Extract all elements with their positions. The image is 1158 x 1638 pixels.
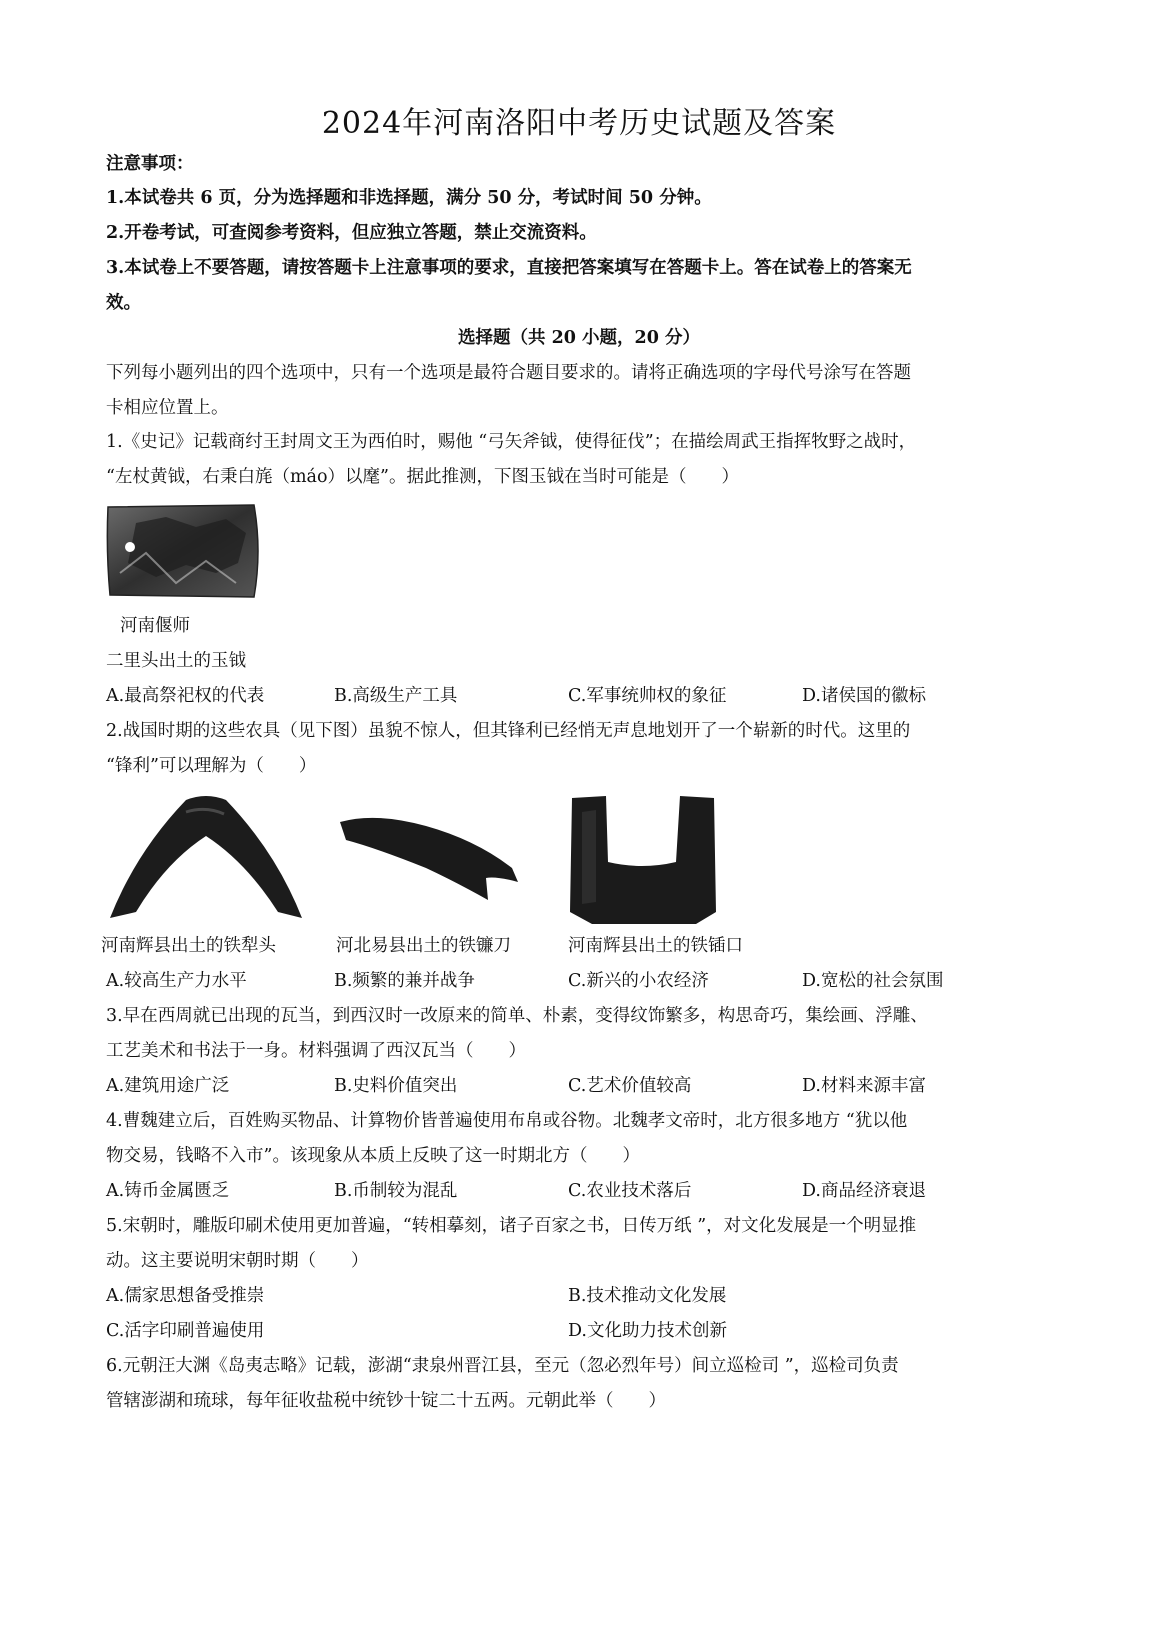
section-heading: 选择题（共 20 小题，20 分） <box>458 328 700 348</box>
q2-caption-2: 河北易县出土的铁镰刀 <box>336 936 511 956</box>
notice-item: 2.开卷考试，可查阅参考资料，但应独立答题，禁止交流资料。 <box>106 223 597 243</box>
page-title: 2024年河南洛阳中考历史试题及答案 <box>321 106 837 141</box>
q5-option-b[interactable]: B.技术推动文化发展 <box>568 1286 727 1306</box>
notice-item: 1.本试卷共 6 页，分为选择题和非选择题，满分 50 分，考试时间 50 分钟。 <box>106 188 712 208</box>
q6-stem: 管辖澎湖和琉球，每年征收盐税中统钞十锭二十五两。元朝此举（ ） <box>106 1391 666 1411</box>
q1-option-d[interactable]: D.诸侯国的徽标 <box>802 686 926 706</box>
q2-caption-3: 河南辉县出土的铁锸口 <box>568 936 743 956</box>
q1-caption: 河南偃师 <box>120 616 190 636</box>
q2-stem: “锋利”可以理解为（ ） <box>106 756 317 776</box>
q4-option-c[interactable]: C.农业技术落后 <box>568 1181 692 1201</box>
q4-option-d[interactable]: D.商品经济衰退 <box>802 1181 926 1201</box>
q5-option-c[interactable]: C.活字印刷普遍使用 <box>106 1321 265 1341</box>
q3-option-d[interactable]: D.材料来源丰富 <box>802 1076 926 1096</box>
notice-item: 效。 <box>106 293 141 313</box>
iron-plow-image <box>106 792 306 924</box>
q3-option-b[interactable]: B.史料价值突出 <box>334 1076 458 1096</box>
iron-spade-image <box>566 792 720 928</box>
q2-option-c[interactable]: C.新兴的小农经济 <box>568 971 709 991</box>
notice-item: 3.本试卷上不要答题，请按答题卡上注意事项的要求，直接把答案填写在答题卡上。答在试卷上的答案无 <box>106 258 912 278</box>
q1-caption: 二里头出土的玉钺 <box>106 651 246 671</box>
q2-option-d[interactable]: D.宽松的社会氛围 <box>802 971 944 991</box>
q2-caption-1: 河南辉县出土的铁犁头 <box>101 936 276 956</box>
notice-heading: 注意事项： <box>106 154 194 174</box>
section-instructions: 下列每小题列出的四个选项中，只有一个选项是最符合题目要求的。请将正确选项的字母代号涂写在答题 <box>106 363 911 383</box>
q4-option-b[interactable]: B.币制较为混乱 <box>334 1181 458 1201</box>
q1-option-a[interactable]: A.最高祭祀权的代表 <box>106 686 265 706</box>
jade-yue-image <box>106 503 262 599</box>
section-instructions: 卡相应位置上。 <box>106 398 229 418</box>
q1-option-b[interactable]: B.高级生产工具 <box>334 686 458 706</box>
q6-stem: 6.元朝汪大渊《岛夷志略》记载，澎湖“隶泉州晋江县，至元（忽必烈年号）间立巡检司 ”，巡检司负责 <box>106 1356 899 1376</box>
q2-stem: 2.战国时期的这些农具（见下图）虽貌不惊人，但其锋利已经悄无声息地划开了一个崭新的时代。这里的 <box>106 721 911 741</box>
q3-option-c[interactable]: C.艺术价值较高 <box>568 1076 692 1096</box>
q4-option-a[interactable]: A.铸币金属匮乏 <box>106 1181 230 1201</box>
q5-stem: 5.宋朝时，雕版印刷术使用更加普遍，“转相摹刻，诸子百家之书，日传万纸 ”，对文化发展是一个明显推 <box>106 1216 917 1236</box>
q3-option-a[interactable]: A.建筑用途广泛 <box>106 1076 230 1096</box>
q4-stem: 4.曹魏建立后，百姓购买物品、计算物价皆普遍使用布帛或谷物。北魏孝文帝时，北方很多地方 “犹以他 <box>106 1111 908 1131</box>
q1-stem: “左杖黄钺，右秉白旄（máo）以麾”。据此推测，下图玉钺在当时可能是（ ） <box>106 467 739 487</box>
q4-stem: 物交易，钱略不入市”。该现象从本质上反映了这一时期北方（ ） <box>106 1146 640 1166</box>
q5-option-d[interactable]: D.文化助力技术创新 <box>568 1321 727 1341</box>
q3-stem: 3.早在西周就已出现的瓦当，到西汉时一改原来的简单、朴素，变得纹饰繁多，构思奇巧，集绘画、浮雕、 <box>106 1006 928 1026</box>
q5-stem: 动。这主要说明宋朝时期（ ） <box>106 1251 369 1271</box>
iron-sickle-image <box>336 812 520 904</box>
q3-stem: 工艺美术和书法于一身。材料强调了西汉瓦当（ ） <box>106 1041 526 1061</box>
q2-option-a[interactable]: A.较高生产力水平 <box>106 971 247 991</box>
q1-stem: 1.《史记》记载商纣王封周文王为西伯时，赐他 “弓矢斧钺，使得征伐”；在描绘周武王指挥牧野之战时， <box>106 432 917 452</box>
q2-option-b[interactable]: B.频繁的兼并战争 <box>334 971 475 991</box>
q1-option-c[interactable]: C.军事统帅权的象征 <box>568 686 727 706</box>
q5-option-a[interactable]: A.儒家思想备受推崇 <box>106 1286 265 1306</box>
